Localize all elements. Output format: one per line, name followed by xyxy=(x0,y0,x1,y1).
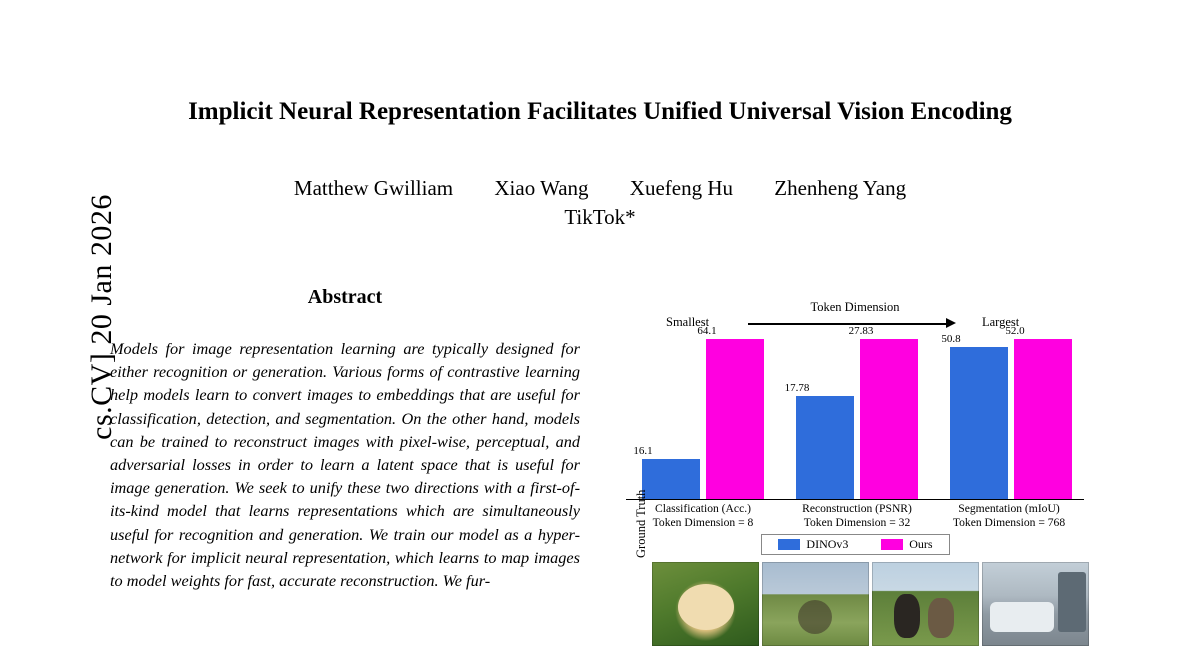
legend-label: DINOv3 xyxy=(806,537,849,551)
bar-value-label: 17.78 xyxy=(784,381,810,394)
affiliation: TikTok* xyxy=(564,205,636,229)
bar-ours-reconstruction xyxy=(860,339,918,499)
bar-value-label: 50.8 xyxy=(941,332,961,345)
x-tick-reconstruction: Reconstruction (PSNR) Token Dimension = 32 xyxy=(802,502,912,529)
x-tick-labels xyxy=(626,502,1084,534)
x-axis xyxy=(626,499,1084,501)
chart-title: Token Dimension xyxy=(810,300,900,314)
author-name: Matthew Gwilliam xyxy=(293,176,454,200)
x-tick-classification: Classification (Acc.) Token Dimension = 8 xyxy=(652,502,754,529)
author-list xyxy=(0,176,1200,201)
bar-value-label: 27.83 xyxy=(848,324,874,337)
legend-label: Ours xyxy=(909,537,933,551)
author-name: Xiao Wang xyxy=(494,176,589,200)
legend-swatch-icon xyxy=(881,539,903,550)
strip-image-cauliflower xyxy=(652,562,759,646)
legend-item-ours xyxy=(881,537,932,552)
author-name: Xuefeng Hu xyxy=(629,176,734,200)
legend-item-dinov3 xyxy=(778,537,848,552)
x-tick-segmentation: Segmentation (mIoU) Token Dimension = 768 xyxy=(952,502,1066,529)
strip-image-dogs xyxy=(872,562,979,646)
bar-value-label: 16.1 xyxy=(633,444,653,457)
abstract-heading: Abstract xyxy=(307,286,383,308)
bar-value-label: 64.1 xyxy=(697,324,717,337)
strip-row-label: Ground Truth xyxy=(634,489,648,558)
arxiv-stamp: cs.CV] 20 Jan 2026 xyxy=(85,194,118,440)
bar-chart-plot xyxy=(626,324,1084,500)
chart-legend xyxy=(761,534,950,555)
author-name: Zhenheng Yang xyxy=(774,176,907,200)
legend-swatch-icon xyxy=(778,539,800,550)
bar-ours-segmentation xyxy=(1014,339,1072,499)
chart-left-annotation: Smallest xyxy=(666,315,710,329)
strip-image-van xyxy=(982,562,1089,646)
bar-group-segmentation xyxy=(941,324,1082,499)
bar-value-label: 52.0 xyxy=(1005,324,1025,337)
strip-image-farm-field xyxy=(762,562,869,646)
bar-ours-classification xyxy=(706,339,764,499)
bar-dinov3-reconstruction xyxy=(796,396,854,499)
bar-group-classification xyxy=(633,324,774,499)
page-title: Implicit Neural Representation Facilitates Unified Universal Vision Encoding xyxy=(188,98,1012,125)
abstract-text: Models for image representation learning are typically designed for either recognition or generation. Various forms of contrastive learning help models learn to convert images to embeddings that are useful for classification, detection, and segmentation. On the other hand, models can be trained to reconstruct images with pixel-wise, perceptual, and adversarial losses in order to learn a latent space that is useful for image generation. We seek to unify these two directions with a first-of-its-kind model that learns representations which are simultaneously useful for recognition and generation. We train our model as a hyper-network for implicit neural representation, which learns to map images to model weights for fast, accurate reconstruction. We fur- xyxy=(110,339,580,591)
bar-group-reconstruction xyxy=(784,324,928,499)
ground-truth-image-strip xyxy=(652,562,1090,646)
bar-dinov3-segmentation xyxy=(950,347,1008,499)
teaser-figure xyxy=(620,296,1090,646)
chart-right-annotation: Largest xyxy=(982,315,1020,329)
bar-dinov3-classification xyxy=(642,459,700,499)
